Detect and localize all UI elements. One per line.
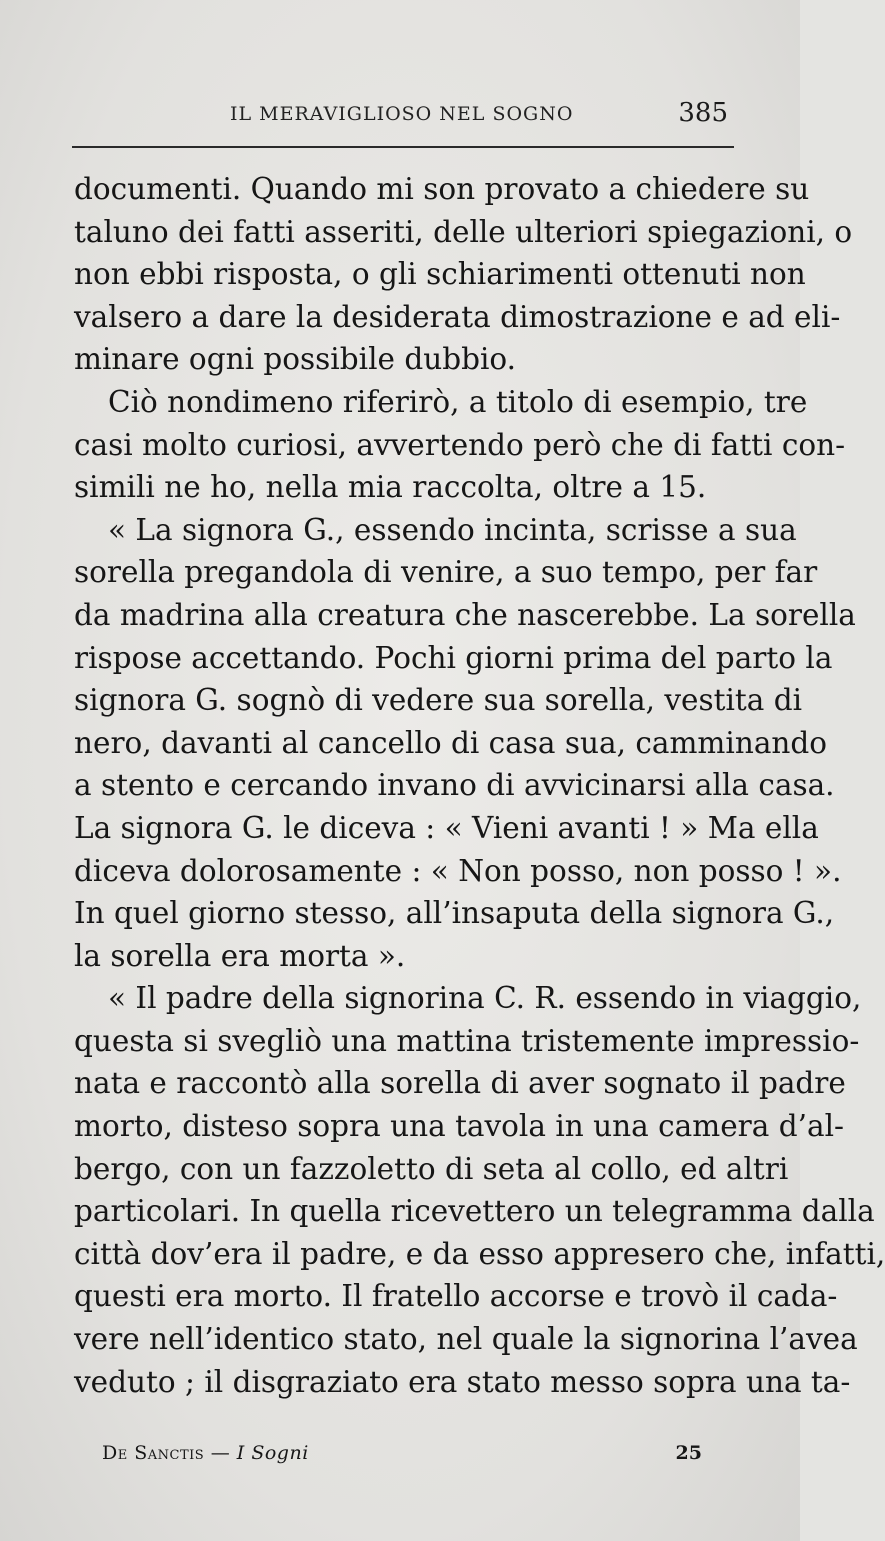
running-head: [70, 97, 734, 137]
text-line: simili ne ho, nella mia raccolta, oltre a 15.: [74, 470, 707, 505]
text-line: vere nell’identico stato, nel quale la signorina l’avea: [74, 1322, 858, 1357]
text-line: minare ogni possibile dubbio.: [74, 342, 517, 377]
text-line: diceva dolorosamente : « Non posso, non posso ! ».: [74, 853, 842, 888]
body-text: [74, 168, 885, 1403]
footer-work-title: I Sogni: [236, 1442, 309, 1464]
text-line: documenti. Quando mi son provato a chiedere su: [74, 172, 810, 206]
text-line: signora G. sognò di vedere sua sorella, vestita di: [74, 683, 803, 718]
text-line: da madrina alla creatura che nascerebbe. La sorella: [74, 597, 856, 632]
text-line: rispose accettando. Pochi giorni prima del parto la: [74, 640, 833, 675]
text-line: « Il padre della signorina C. R. essendo in viaggio,: [108, 981, 862, 1016]
text-line: In quel giorno stesso, all’insaputa della signora G.,: [74, 896, 835, 931]
page-footer: [102, 1442, 702, 1472]
running-title: IL MERAVIGLIOSO NEL SOGNO: [230, 103, 574, 125]
text-line: particolari. In quella ricevettero un telegramma dalla: [74, 1194, 875, 1229]
text-line: città dov’era il padre, e da esso appresero che, infatti,: [74, 1236, 885, 1271]
footer-author-name: De Sanctis —: [102, 1442, 231, 1464]
text-line: veduto ; il disgraziato era stato messo sopra una ta-: [74, 1364, 851, 1399]
text-line: nero, davanti al cancello di casa sua, camminando: [74, 725, 828, 760]
text-line: morto, disteso sopra una tavola in una camera d’al-: [74, 1109, 844, 1144]
text-line: La signora G. le diceva : « Vieni avanti ! » Ma ella: [74, 810, 819, 845]
text-line: sorella pregandola di venire, a suo tempo, per far: [74, 555, 818, 590]
text-line: valsero a dare la desiderata dimostrazione e ad eli-: [74, 299, 841, 334]
text-line: bergo, con un fazzoletto di seta al collo, ed altri: [74, 1151, 789, 1186]
header-rule: [72, 146, 734, 148]
text-line: non ebbi risposta, o gli schiarimenti ottenuti non: [74, 257, 806, 292]
text-line: Ciò nondimeno riferirò, a titolo di esempio, tre: [108, 384, 808, 419]
text-line: « La signora G., essendo incinta, scrisse a sua: [108, 512, 797, 547]
text-line: nata e raccontò alla sorella di aver sognato il padre: [74, 1066, 846, 1101]
text-line: questa si svegliò una mattina tristemente impressio-: [74, 1023, 860, 1058]
text-line: taluno dei fatti asseriti, delle ulteriori spiegazioni, o: [74, 214, 853, 249]
footer-author: [102, 1442, 309, 1464]
page-number: 385: [678, 98, 728, 128]
text-line: casi molto curiosi, avvertendo però che di fatti con-: [74, 427, 846, 462]
text-line: a stento e cercando invano di avvicinarsi alla casa.: [74, 768, 835, 803]
text-line: la sorella era morta ».: [74, 938, 406, 973]
text-line: questi era morto. Il fratello accorse e trovò il cada-: [74, 1279, 838, 1314]
signature-mark: 25: [675, 1442, 702, 1464]
